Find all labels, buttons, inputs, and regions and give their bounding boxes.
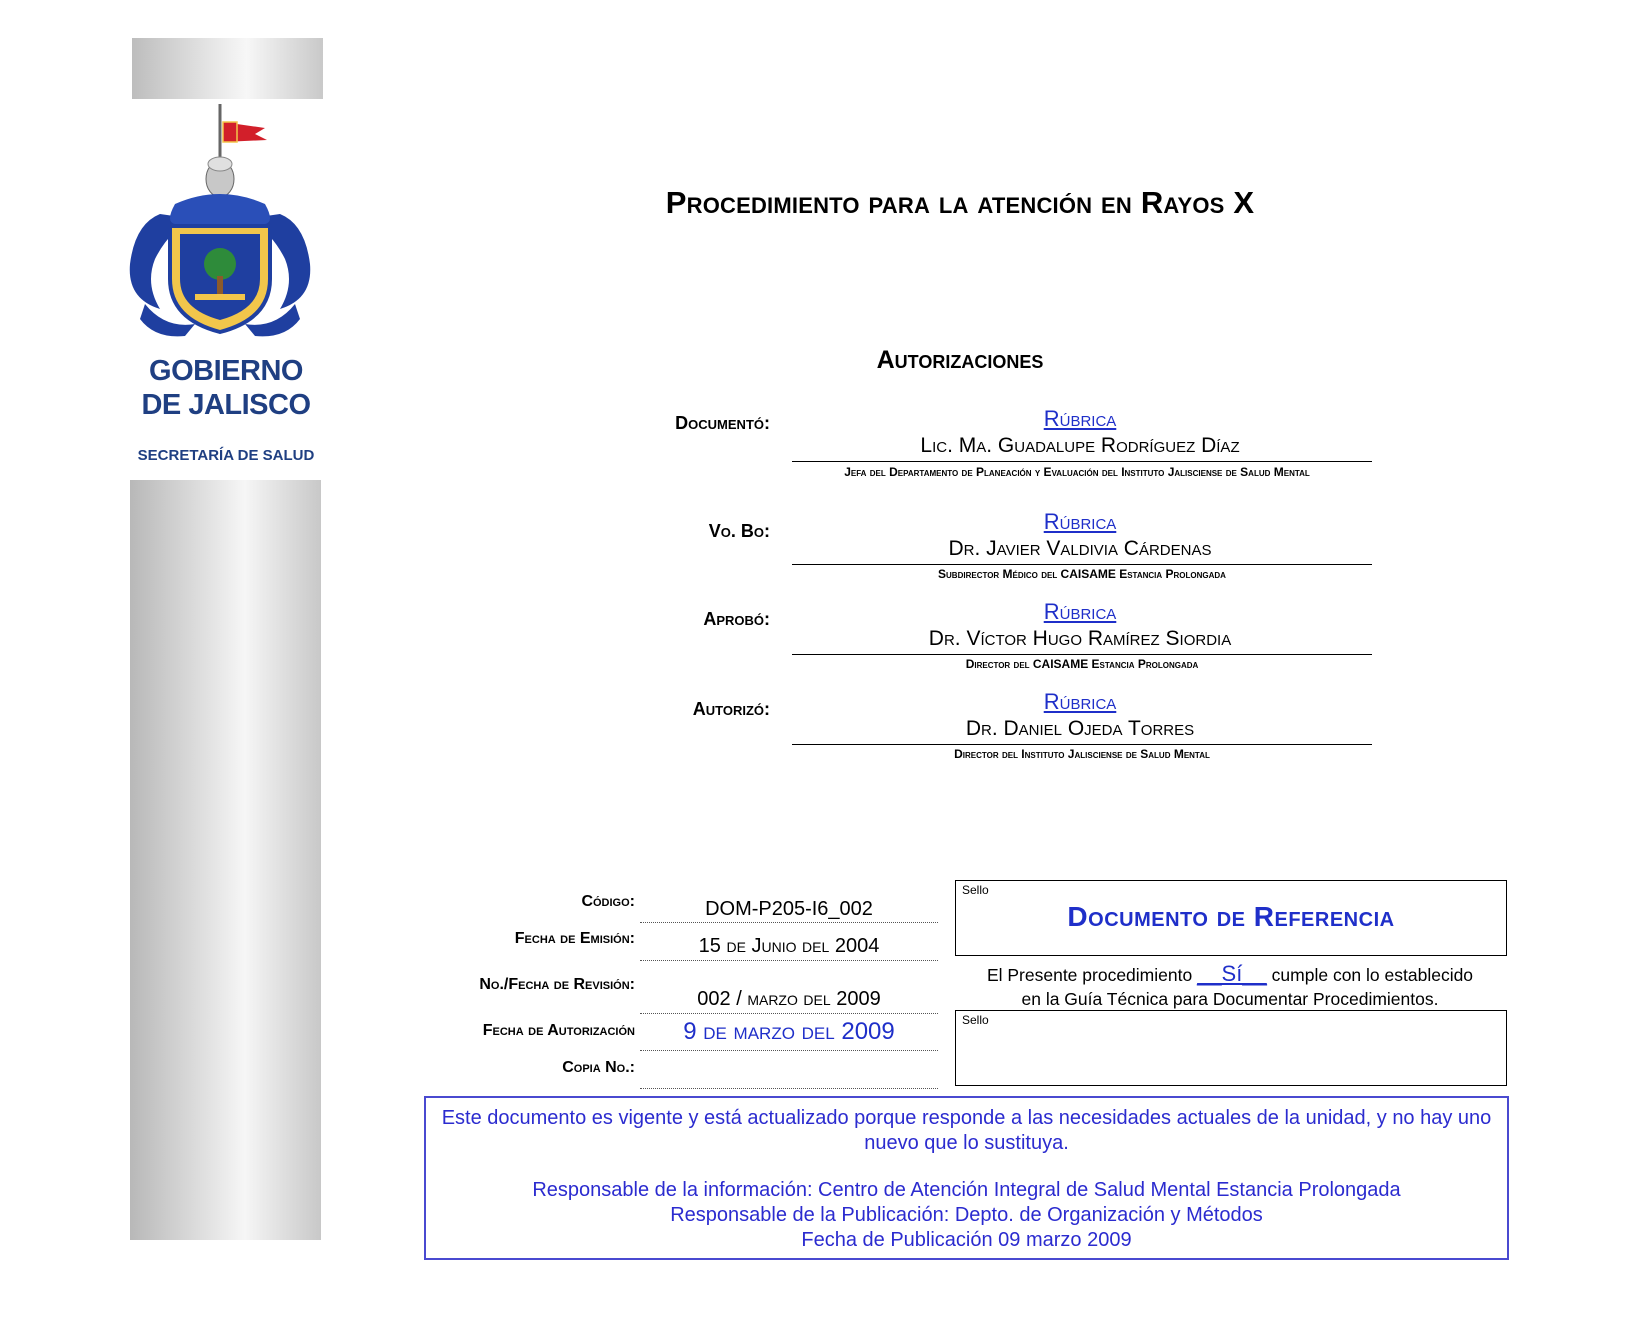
- codigo-label: Código:: [581, 893, 635, 910]
- signature-label: Documentó:: [675, 413, 770, 433]
- sidebar-top-bar: [132, 38, 323, 99]
- signature-line: [792, 461, 1372, 462]
- codigo-value: DOM-P205-I6_002: [705, 898, 873, 920]
- validity-footer-box: [424, 1096, 1509, 1260]
- government-name: [130, 354, 322, 422]
- field-underline: [640, 960, 938, 961]
- section-title: Autorizaciones: [876, 346, 1044, 374]
- revision-label: No./Fecha de Revisión:: [479, 976, 635, 993]
- signature-role: Director del CAISAME Estancia Prolongada: [965, 657, 1199, 671]
- responsable-informacion: Responsable de la información: Centro de Atención Integral de Salud Mental Estancia Prolongada: [532, 1179, 1401, 1201]
- emision-value: 15 de Junio del 2004: [698, 935, 880, 957]
- reference-stamp-box: [955, 880, 1507, 956]
- field-underline: [640, 1050, 938, 1051]
- signature-name: Dr. Javier Valdivia Cárdenas: [948, 537, 1212, 560]
- signature-label: Aprobó:: [703, 609, 770, 629]
- government-name-line1: GOBIERNO: [149, 355, 303, 387]
- field-underline: [640, 1088, 938, 1089]
- government-name-line2: DE JALISCO: [141, 389, 311, 421]
- signature-line: [792, 564, 1372, 565]
- documento-referencia-title: Documento de Referencia: [1067, 901, 1395, 932]
- revision-value: 002 / marzo del 2009: [697, 988, 881, 1010]
- document-title: Procedimiento para la atención en Rayos X: [665, 185, 1255, 220]
- signature-rubrica: Rúbrica: [1043, 509, 1117, 534]
- emision-label: Fecha de Emisión:: [514, 930, 635, 947]
- signature-name: Dr. Víctor Hugo Ramírez Siordia: [928, 627, 1232, 650]
- field-underline: [640, 922, 938, 923]
- autorizacion-label: Fecha de Autorización: [482, 1022, 635, 1039]
- sidebar-pillar: [130, 480, 321, 1240]
- jalisco-coat-of-arms: [125, 104, 315, 344]
- signature-name: Dr. Daniel Ojeda Torres: [965, 717, 1195, 740]
- signature-role: Jefa del Departamento de Planeación y Evaluación del Instituto Jalisciense de Salud Mental: [844, 465, 1310, 479]
- signature-line: [792, 744, 1372, 745]
- validity-statement: Este documento es vigente y está actualizado porque responde a las necesidades actuales de la unidad, y no hay uno nuevo que lo sustituya.: [441, 1107, 1492, 1154]
- autorizacion-value: 9 de marzo del 2009: [683, 1018, 895, 1045]
- signature-rubrica: Rúbrica: [1043, 689, 1117, 714]
- compliance-si: __Sí__: [1197, 961, 1267, 986]
- compliance-text-post: cumple con lo establecido: [1266, 965, 1474, 985]
- signature-role: Director del Instituto Jalisciense de Salud Mental: [954, 747, 1210, 761]
- sello-label: Sello: [962, 1013, 989, 1027]
- signature-rubrica: Rúbrica: [1043, 599, 1117, 624]
- compliance-text-pre: El Presente procedimiento: [986, 965, 1198, 985]
- signature-label: Vo. Bo:: [708, 521, 770, 541]
- compliance-text-line2: en la Guía Técnica para Documentar Procedimientos.: [1021, 989, 1439, 1009]
- responsable-publicacion: Responsable de la Publicación: Depto. de Organización y Métodos: [670, 1204, 1263, 1226]
- signature-line: [792, 654, 1372, 655]
- compliance-statement: [955, 962, 1505, 1011]
- signature-label: Autorizó:: [692, 699, 770, 719]
- fecha-publicacion: Fecha de Publicación 09 marzo 2009: [801, 1229, 1132, 1251]
- field-underline: [640, 1013, 938, 1014]
- sello-label: Sello: [962, 883, 989, 897]
- copia-label: Copia No.:: [562, 1059, 635, 1076]
- signature-role: Subdirector Médico del CAISAME Estancia Prolongada: [938, 567, 1226, 581]
- signature-rubrica: Rúbrica: [1043, 406, 1117, 431]
- stamp-box: [955, 1010, 1507, 1086]
- signature-name: Lic. Ma. Guadalupe Rodríguez Díaz: [920, 434, 1240, 457]
- secretaria-label: SECRETARÍA DE SALUD: [137, 447, 315, 464]
